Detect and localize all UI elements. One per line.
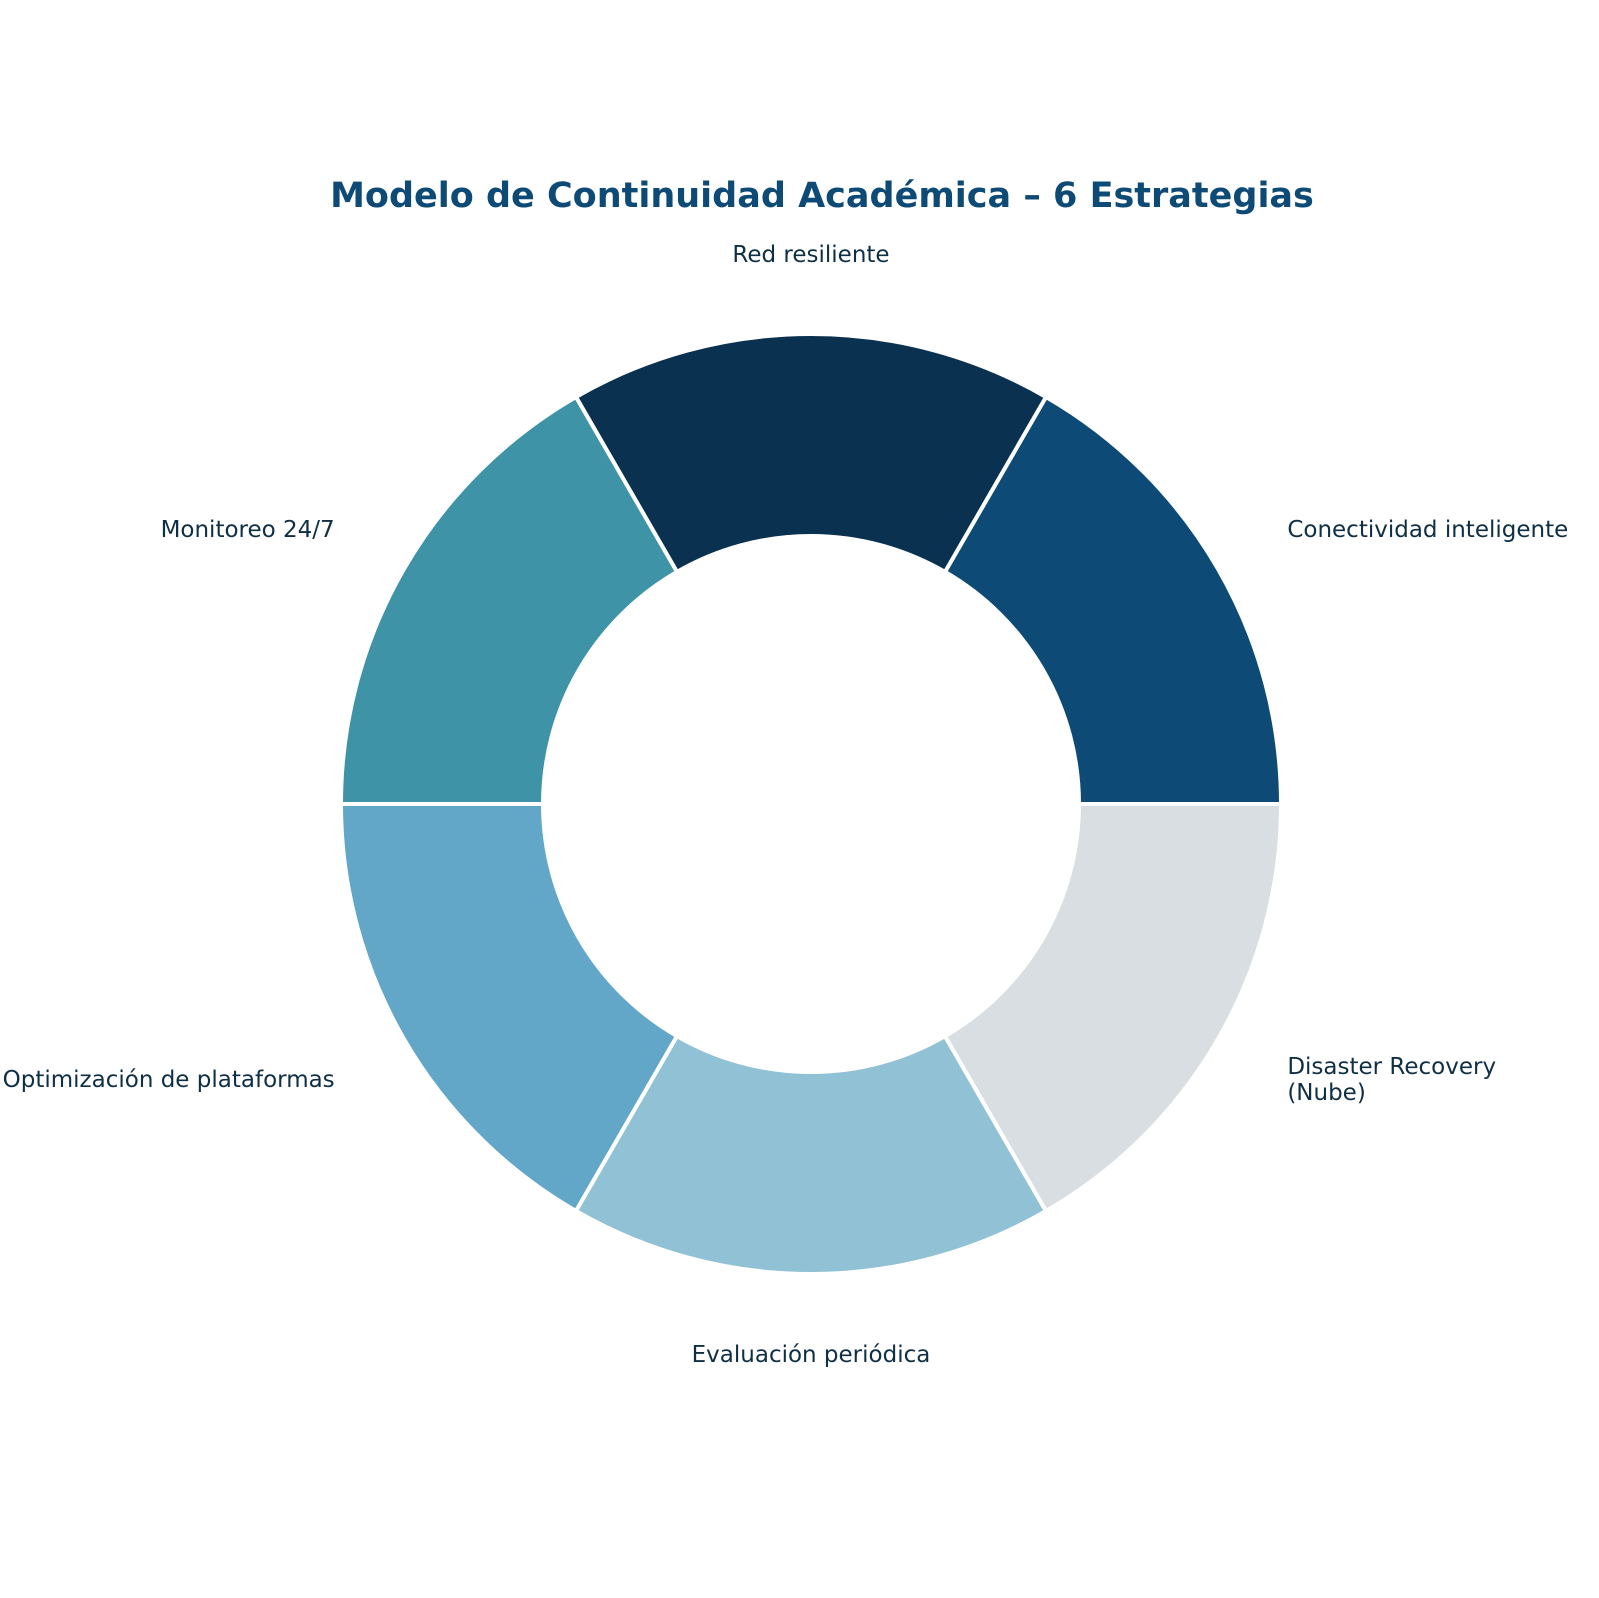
chart-title: Modelo de Continuidad Académica – 6 Estrategias	[330, 176, 1314, 216]
label-conectividad-inteligente: Conectividad inteligente	[1287, 517, 1569, 543]
slices-layer	[341, 334, 1281, 1274]
label-disaster-recovery: Disaster Recovery (Nube)	[1287, 1054, 1497, 1106]
label-red-resiliente: Red resiliente	[732, 242, 890, 268]
label-monitoreo-24-7: Monitoreo 24/7	[160, 517, 335, 543]
label-evaluacion-periodica: Evaluación periódica	[691, 1342, 931, 1368]
label-optimizacion-de-plataformas: Optimización de plataformas	[2, 1067, 335, 1093]
